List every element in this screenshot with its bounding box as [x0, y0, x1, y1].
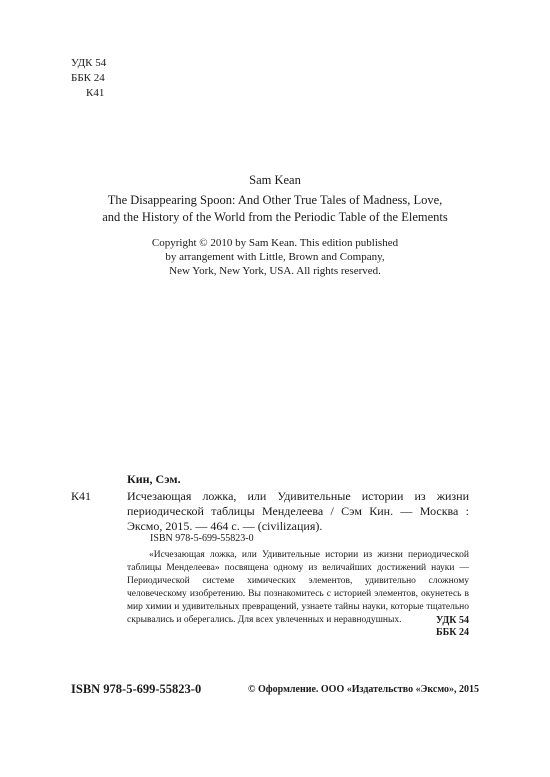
original-title: [0, 192, 550, 226]
footer-copyright: © Оформление. ООО «Издательство «Эксмо», 2015: [248, 684, 479, 695]
original-title-line: and the History of the World from the Periodic Table of the Elements: [102, 210, 448, 224]
author-code: К41: [86, 87, 105, 99]
classification-codes: [71, 56, 106, 101]
catalog-udk: УДК 54: [436, 615, 469, 626]
book-annotation: «Исчезающая ложка, или Удивительные истории из жизни периодической таблицы Менделеева» посвящена одному из величайших достижений науки — Периодической системе химических элементов, удивительно сложному человеческому изобретению. Вы познакомитесь с историей элементов, окунетесь в мир химии и удивительных превращений, узнаете тайны науки, которые тщательно скрывались и оберегались. Для всех увлеченных и неравнодушных.: [127, 550, 469, 625]
catalog-codes: [436, 615, 469, 639]
catalog-author: Кин, Сэм.: [127, 472, 181, 486]
catalog-isbn: ISBN 978-5-699-55823-0: [150, 533, 254, 544]
copyright-notice: [0, 236, 550, 278]
original-title-line: The Disappearing Spoon: And Other True Tales of Madness, Love,: [107, 193, 443, 207]
footer-isbn: ISBN 978-5-699-55823-0: [71, 682, 202, 696]
original-author: Sam Kean: [249, 173, 301, 187]
catalog-bbk: ББК 24: [436, 627, 469, 638]
copyright-line: by arrangement with Little, Brown and Company,: [165, 251, 385, 263]
catalog-code: К41: [71, 489, 92, 503]
udk-code: УДК 54: [71, 57, 107, 69]
copyright-line: New York, New York, USA. All rights reserved.: [169, 265, 381, 277]
catalog-description: Исчезающая ложка, или Удивительные истории из жизни периодической таблицы Менделеева / Сэм Кин. — Москва : Эксмо, 2015. — 464 с. — (civilizация).: [127, 489, 469, 533]
copyright-line: Copyright © 2010 by Sam Kean. This edition published: [151, 237, 399, 249]
bbk-code: ББК 24: [71, 72, 105, 84]
